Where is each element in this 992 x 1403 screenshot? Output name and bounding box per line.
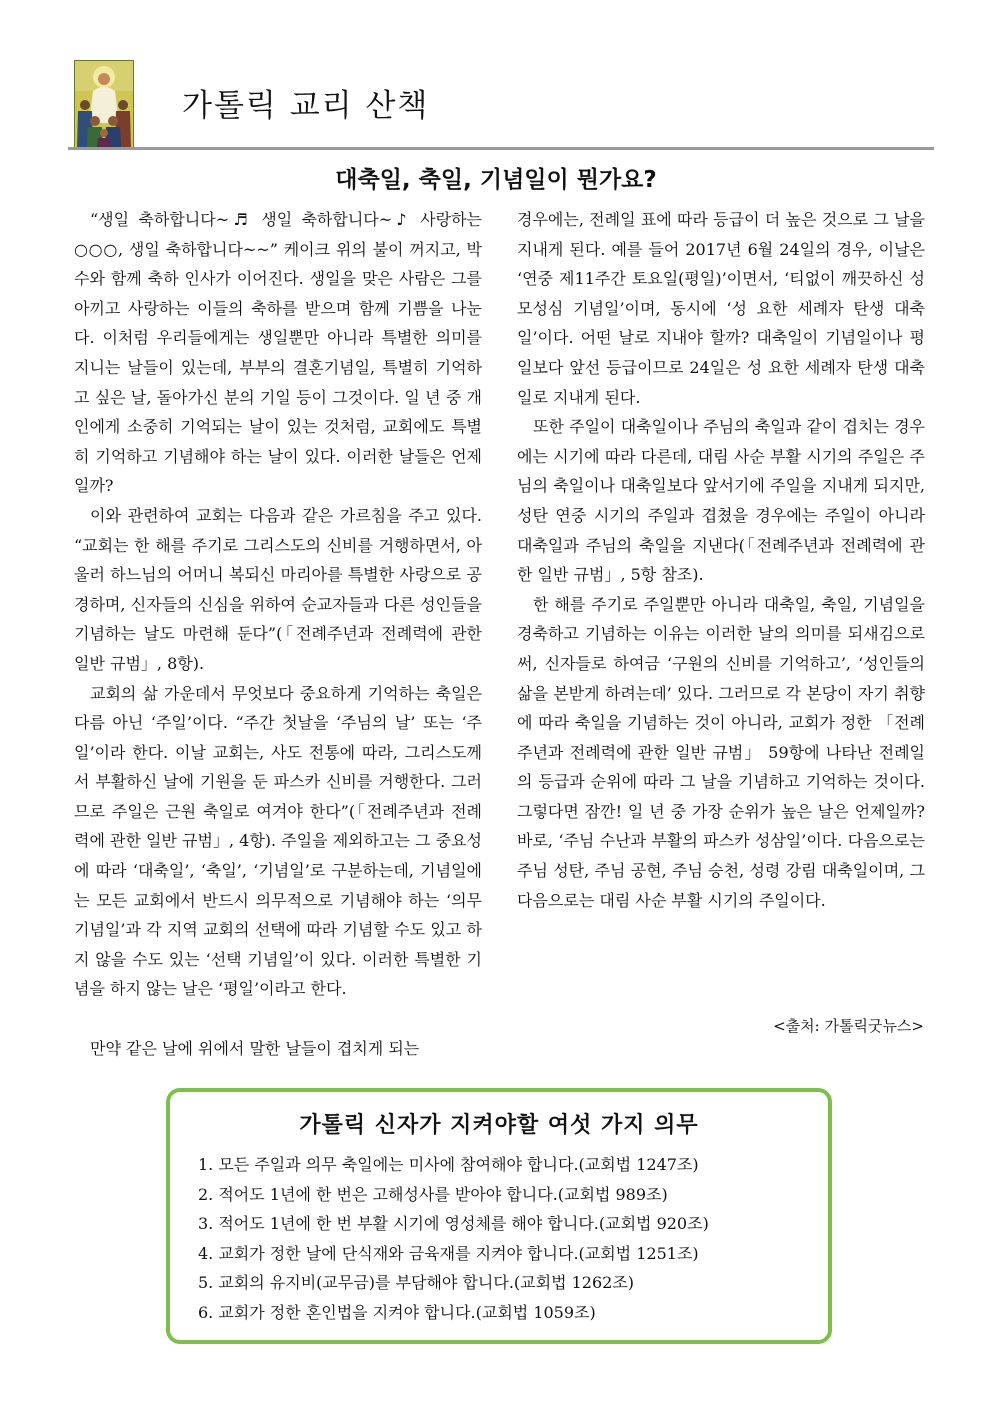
page-title: 가톨릭 교리 산책 bbox=[182, 88, 430, 124]
article-column-right bbox=[517, 205, 925, 915]
list-item: 6. 교회가 정한 혼인법을 지켜야 합니다.(교회법 1059조) bbox=[198, 1302, 596, 1322]
paragraph: 만약 같은 날에 위에서 말한 날들이 겹치게 되는 bbox=[90, 1039, 420, 1059]
duties-list bbox=[198, 1150, 709, 1327]
duties-box bbox=[166, 1088, 832, 1344]
list-item: 3. 적어도 1년에 한 번 부활 시기에 영성체를 해야 합니다.(교회법 920조) bbox=[198, 1214, 709, 1233]
article-title: 대축일, 축일, 기념일이 뭔가요? bbox=[335, 167, 657, 193]
header-divider bbox=[68, 147, 934, 150]
paragraph: 한 해를 주기로 주일뿐만 아니라 대축일, 축일, 기념일을 경축하고 기념하는 이유는 이러한 날의 의미를 되새김으로써, 신자들로 하여금 ‘구원의 신비를 기억하고’, ‘성인들의 삶을 본받게 하려는데’ 있다. 그러므로 각 본당이 자기 취향에 따라 축일을 기념하는 것이 아니라, 교회가 정한 「전례주년과 전례력에 관한 일반 규범」 59항에 나타난 전례일의 등급과 순위에 따라 그 날을 기념하고 기억하는 것이다. 그렇다면 잠깐! 일 년 중 가장 순위가 높은 날은 언제일까? 바로, ‘주님 수난과 부활의 파스카 성삼일’이다. 다음으로는 주님 성탄, 주님 공현, 주님 승천, 성령 강림 대축일이며, 그 다음으로는 대림 사순 부활 시기의 주일이다. bbox=[517, 594, 925, 910]
source-credit: <출처: 가톨릭굿뉴스> bbox=[773, 1017, 924, 1035]
jesus-disciples-icon bbox=[74, 60, 134, 148]
paragraph: 이와 관련하여 교회는 다음과 같은 가르침을 주고 있다. “교회는 한 해를 주기로 그리스도의 신비를 거행하면서, 아울러 하느님의 어머니 복되신 마리아를 특별한 사랑으로 공경하며, 신자들의 신심을 위하여 순교자들과 다른 성인들을 기념하는 날도 마련해 둔다”(「전례주년과 전례력에 관한 일반 규범」, 8항). bbox=[74, 505, 482, 673]
list-item: 4. 교회가 정한 날에 단식재와 금육재를 지켜야 합니다.(교회법 1251조) bbox=[198, 1243, 699, 1263]
list-item: 1. 모든 주일과 의무 축일에는 미사에 참여해야 합니다.(교회법 1247조) bbox=[198, 1155, 699, 1174]
paragraph: 교회의 삶 가운데서 무엇보다 중요하게 기억하는 축일은 다름 아닌 ‘주일’이다. “주간 첫날을 ‘주님의 날’ 또는 ‘주일’이라 한다. 이날 교회는, 사도 전통에 따라, 그리스도께서 부활하신 날에 기원을 둔 파스카 신비를 거행한다. 그러므로 주일은 근원 축일로 여겨야 한다”(「전례주년과 전례력에 관한 일반 규범」, 4항). 주일을 제외하고는 그 중요성에 따라 ‘대축일’, ‘축일’, ‘기념일’로 구분하는데, 기념일에는 모든 교회에서 반드시 의무적으로 기념해야 하는 ‘의무 기념일’과 각 지역 교회의 선택에 따라 기념할 수도 있고 하지 않을 수도 있는 ‘선택 기념일’이 있다. 이러한 특별한 기념을 하지 않는 날은 ‘평일’이라고 한다. bbox=[74, 683, 482, 999]
paragraph: 경우에는, 전례일 표에 따라 등급이 더 높은 것으로 그 날을 지내게 된다. 예를 들어 2017년 6월 24일의 경우, 이날은 ‘연중 제11주간 토요일(평일)’이면서, ‘티없이 깨끗하신 성모성심 기념일’이며, 동시에 ‘성 요한 세례자 탄생 대축일’이다. 어떤 날로 지내야 할까? 대축일이 기념일이나 평일보다 앞선 등급이므로 24일은 성 요한 세례자 탄생 대축일로 지내게 된다. bbox=[517, 210, 925, 407]
list-item: 5. 교회의 유지비(교무금)를 부담해야 합니다.(교회법 1262조) bbox=[198, 1273, 635, 1292]
article-column-left bbox=[74, 205, 482, 1064]
duties-title: 가톨릭 신자가 지켜야할 여섯 가지 의무 bbox=[299, 1113, 699, 1138]
paragraph: 또한 주일이 대축일이나 주님의 축일과 같이 겹치는 경우에는 시기에 따라 다른데, 대림 사순 부활 시기의 주일은 주님의 축일이나 대축일보다 앞서기에 주일을 지내게 되지만, 성탄 연중 시기의 주일과 겹쳤을 경우에는 주일이 아니라 대축일과 주님의 축일을 지낸다(「전례주년과 전례력에 관한 일반 규범」, 5항 참조). bbox=[517, 417, 925, 585]
list-item: 2. 적어도 1년에 한 번은 고해성사를 받아야 합니다.(교회법 989조) bbox=[198, 1184, 668, 1204]
paragraph: “생일 축하합니다~♬ 생일 축하합니다~♪ 사랑하는 ○○○, 생일 축하합니다~~” 케이크 위의 불이 꺼지고, 박수와 함께 축하 인사가 이어진다. 생일을 맞은 사람은 그를 아끼고 사랑하는 이들의 축하를 받으며 함께 기쁨을 나눈다. 이처럼 우리들에게는 생일뿐만 아니라 특별한 의미를 지니는 날들이 있는데, 부부의 결혼기념일, 특별히 기억하고 싶은 날, 돌아가신 분의 기일 등이 그것이다. 일 년 중 개인에게 소중히 기억되는 날이 있는 것처럼, 교회에도 특별히 기억하고 기념해야 하는 날이 있다. 이러한 날들은 언제일까? bbox=[74, 210, 482, 496]
